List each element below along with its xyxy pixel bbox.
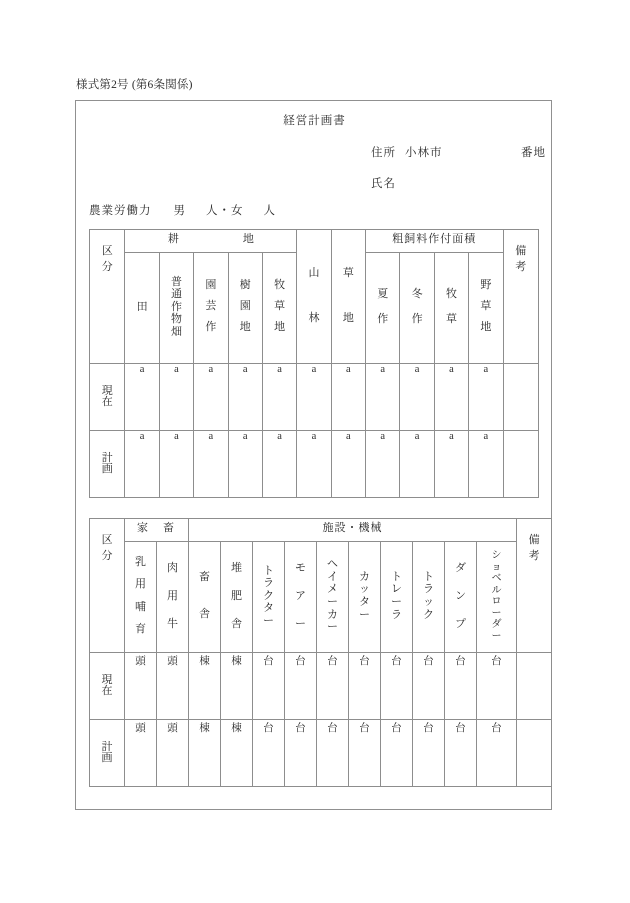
facility-cell-plan-mower[interactable]: 台 [285, 720, 317, 787]
address-label: 住所 [371, 147, 396, 159]
facility-cell-plan-dump-truck[interactable]: 台 [445, 720, 477, 787]
form-number: 様式第2号 (第6条関係) [76, 79, 193, 91]
facility-cell-current-barn[interactable]: 棟 [189, 653, 221, 720]
facility-cell-current-remarks[interactable] [517, 653, 552, 720]
land-cell-plan-wild-grassland[interactable]: a [469, 431, 503, 498]
land-cell-current-orchard[interactable]: a [228, 364, 262, 431]
land-kubun-header: 区 分 [90, 230, 125, 364]
labor-male-label: 男 [173, 205, 186, 217]
facility-cell-plan-shovel-loader[interactable]: 台 [477, 720, 517, 787]
land-col-horticulture: 園 芸 作 [194, 253, 228, 364]
land-area-table [89, 229, 539, 498]
facility-cell-current-shovel-loader[interactable]: 台 [477, 653, 517, 720]
facility-col-truck: ト ラ ッ ク [413, 542, 445, 653]
facility-cell-current-cutter[interactable]: 台 [349, 653, 381, 720]
land-col-paddy: 田 [125, 253, 159, 364]
facility-cell-current-tractor[interactable]: 台 [253, 653, 285, 720]
facility-col-dump-truck: ダ ン プ [445, 542, 477, 653]
facility-cell-current-trailer[interactable]: 台 [381, 653, 413, 720]
facility-row-current [90, 653, 552, 720]
facility-cell-plan-truck[interactable]: 台 [413, 720, 445, 787]
land-row-current-label: 現 在 [90, 364, 125, 431]
facility-cell-current-truck[interactable]: 台 [413, 653, 445, 720]
land-group-cultivated: 耕 地 [125, 230, 297, 253]
land-col-orchard: 樹 園 地 [228, 253, 262, 364]
land-cell-current-ordinary-crop-field[interactable]: a [159, 364, 193, 431]
facility-group-livestock: 家 畜 [125, 519, 189, 542]
land-cell-current-winter-crop[interactable]: a [400, 364, 434, 431]
land-cell-current-paddy[interactable]: a [125, 364, 159, 431]
facility-cell-plan-barn[interactable]: 棟 [189, 720, 221, 787]
land-cell-plan-ordinary-crop-field[interactable]: a [159, 431, 193, 498]
facility-col-shovel-loader: シ ョ ベ ル ロ ー ダ ー [477, 542, 517, 653]
facility-cell-plan-dairy-rearing[interactable]: 頭 [125, 720, 157, 787]
page-title: 経営計画書 [283, 115, 346, 127]
facility-cell-current-mower[interactable]: 台 [285, 653, 317, 720]
facility-column-header-row [90, 542, 552, 653]
facility-cell-plan-haymaker[interactable]: 台 [317, 720, 349, 787]
labor-female-unit: 人 [263, 205, 276, 217]
land-cell-plan-winter-crop[interactable]: a [400, 431, 434, 498]
land-row-plan [90, 431, 539, 498]
land-cell-current-remarks[interactable] [503, 364, 538, 431]
land-cell-current-forage-grass[interactable]: a [434, 364, 468, 431]
facility-row-plan [90, 720, 552, 787]
land-cell-plan-horticulture[interactable]: a [194, 431, 228, 498]
land-col-winter-crop: 冬 作 [400, 253, 434, 364]
land-col-grassland: 草 地 [331, 230, 365, 364]
land-cell-current-summer-crop[interactable]: a [366, 364, 400, 431]
facility-cell-plan-trailer[interactable]: 台 [381, 720, 413, 787]
land-remarks-header: 備 考 [503, 230, 538, 364]
facility-col-cutter: カ ッ タ ー [349, 542, 381, 653]
facility-cell-plan-beef-cattle[interactable]: 頭 [157, 720, 189, 787]
land-cell-plan-grassland[interactable]: a [331, 431, 365, 498]
address-suffix: 番地 [521, 147, 546, 159]
land-cell-plan-orchard[interactable]: a [228, 431, 262, 498]
land-row-current [90, 364, 539, 431]
facility-row-current-label: 現 在 [90, 653, 125, 720]
land-cell-current-grassland[interactable]: a [331, 364, 365, 431]
land-cell-current-mountain-forest[interactable]: a [297, 364, 331, 431]
labor-force-line [89, 202, 276, 218]
land-row-plan-label: 計 画 [90, 431, 125, 498]
facility-col-haymaker: ヘ イ メ ー カ ー [317, 542, 349, 653]
land-cell-current-wild-grassland[interactable]: a [469, 364, 503, 431]
page-frame [75, 100, 552, 810]
land-group-header-row [90, 230, 539, 253]
land-cell-plan-remarks[interactable] [503, 431, 538, 498]
facility-col-manure-shed: 堆 肥 舎 [221, 542, 253, 653]
land-cell-plan-forage-grass[interactable]: a [434, 431, 468, 498]
land-cell-current-pasture[interactable]: a [262, 364, 296, 431]
land-group-forage: 粗飼料作付面積 [366, 230, 504, 253]
facility-cell-plan-cutter[interactable]: 台 [349, 720, 381, 787]
facility-col-dairy-rearing: 乳 用 哺 育 [125, 542, 157, 653]
land-col-mountain-forest: 山 林 [297, 230, 331, 364]
land-col-wild-grassland: 野 草 地 [469, 253, 503, 364]
facility-kubun-header: 区 分 [90, 519, 125, 653]
land-cell-plan-pasture[interactable]: a [262, 431, 296, 498]
facility-cell-current-dump-truck[interactable]: 台 [445, 653, 477, 720]
land-cell-plan-paddy[interactable]: a [125, 431, 159, 498]
facility-col-beef-cattle: 肉 用 牛 [157, 542, 189, 653]
facility-cell-current-manure-shed[interactable]: 棟 [221, 653, 253, 720]
facility-col-tractor: ト ラ ク タ ー [253, 542, 285, 653]
facility-group-header-row [90, 519, 552, 542]
facility-cell-current-beef-cattle[interactable]: 頭 [157, 653, 189, 720]
labor-force-label: 農業労働力 [89, 205, 152, 217]
facility-table [89, 518, 552, 787]
land-cell-current-horticulture[interactable]: a [194, 364, 228, 431]
land-cell-plan-summer-crop[interactable]: a [366, 431, 400, 498]
facility-cell-plan-remarks[interactable] [517, 720, 552, 787]
land-col-summer-crop: 夏 作 [366, 253, 400, 364]
address-city: 小林市 [405, 147, 443, 159]
facility-group-equipment: 施設・機械 [189, 519, 517, 542]
facility-cell-current-dairy-rearing[interactable]: 頭 [125, 653, 157, 720]
land-col-ordinary-crop-field: 普 通 作 物 畑 [159, 253, 193, 364]
land-col-forage-grass: 牧 草 [434, 253, 468, 364]
facility-cell-plan-tractor[interactable]: 台 [253, 720, 285, 787]
land-cell-plan-mountain-forest[interactable]: a [297, 431, 331, 498]
facility-cell-current-haymaker[interactable]: 台 [317, 653, 349, 720]
facility-row-plan-label: 計 画 [90, 720, 125, 787]
labor-male-unit: 人・女 [206, 205, 244, 217]
facility-cell-plan-manure-shed[interactable]: 棟 [221, 720, 253, 787]
facility-col-trailer: ト レ ー ラ [381, 542, 413, 653]
facility-col-mower: モ ア ー [285, 542, 317, 653]
name-label: 氏名 [371, 178, 396, 190]
land-col-pasture: 牧 草 地 [262, 253, 296, 364]
address-line [371, 144, 546, 160]
facility-col-barn: 畜 舎 [189, 542, 221, 653]
facility-remarks-header: 備 考 [517, 519, 552, 653]
